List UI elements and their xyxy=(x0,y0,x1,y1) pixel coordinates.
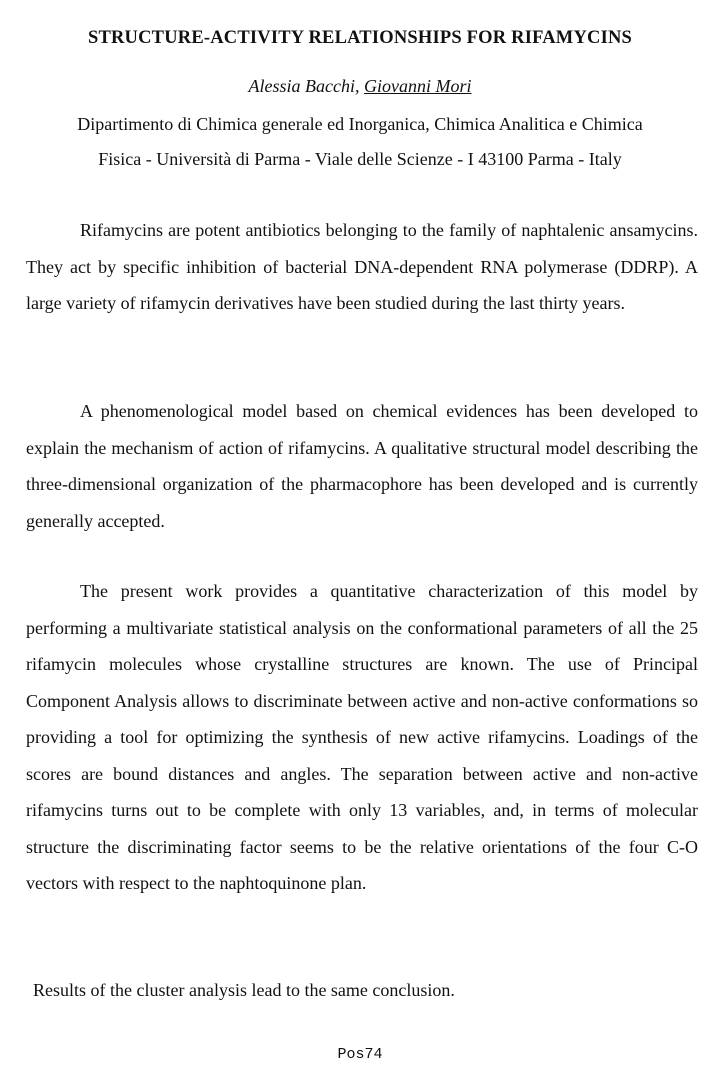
affiliation-line-2: Fisica - Università di Parma - Viale delle Scienze - I 43100 Parma - Italy xyxy=(98,149,622,169)
page-label: Pos74 xyxy=(337,1046,383,1063)
body-paragraph-2: A phenomenological model based on chemical evidences has been developed to explain the mechanism of action of rifamycins. A qualitative structural model describing the three-dimensional organization of the pharmacophore has been developed and is currently generally accepted. xyxy=(26,401,698,531)
body-paragraph-1: Rifamycins are potent antibiotics belonging to the family of naphtalenic ansamycins. They act by specific inhibition of bacterial DNA-dependent RNA polymerase (DDRP). A large variety of rifamycin derivatives have been studied during the last thirty years. xyxy=(26,220,698,313)
body-paragraph-3: The present work provides a quantitative characterization of this model by performing a multivariate statistical analysis on the conformational parameters of all the 25 rifamycin molecules whose crystalline structures are known. The use of Principal Component Analysis allows to discriminate between active and non-active conformations so providing a tool for optimizing the synthesis of new active rifamycins. Loadings of the scores are bound distances and angles. The separation between active and non-active rifamycins turns out to be complete with only 13 variables, and, in terms of molecular structure the discriminating factor seems to be the relative orientations of the four C-O vectors with respect to the naphtoquinone plan. xyxy=(26,581,698,893)
author-line xyxy=(0,76,720,97)
document-title: STRUCTURE-ACTIVITY RELATIONSHIPS FOR RIFAMYCINS xyxy=(87,28,633,48)
author-presenting: Giovanni Mori xyxy=(363,76,472,96)
author-first: Alessia Bacchi, xyxy=(248,76,364,96)
body-paragraph-4: Results of the cluster analysis lead to the same conclusion. xyxy=(33,980,455,1000)
affiliation-line-1: Dipartimento di Chimica generale ed Inorganica, Chimica Analitica e Chimica xyxy=(77,114,643,134)
